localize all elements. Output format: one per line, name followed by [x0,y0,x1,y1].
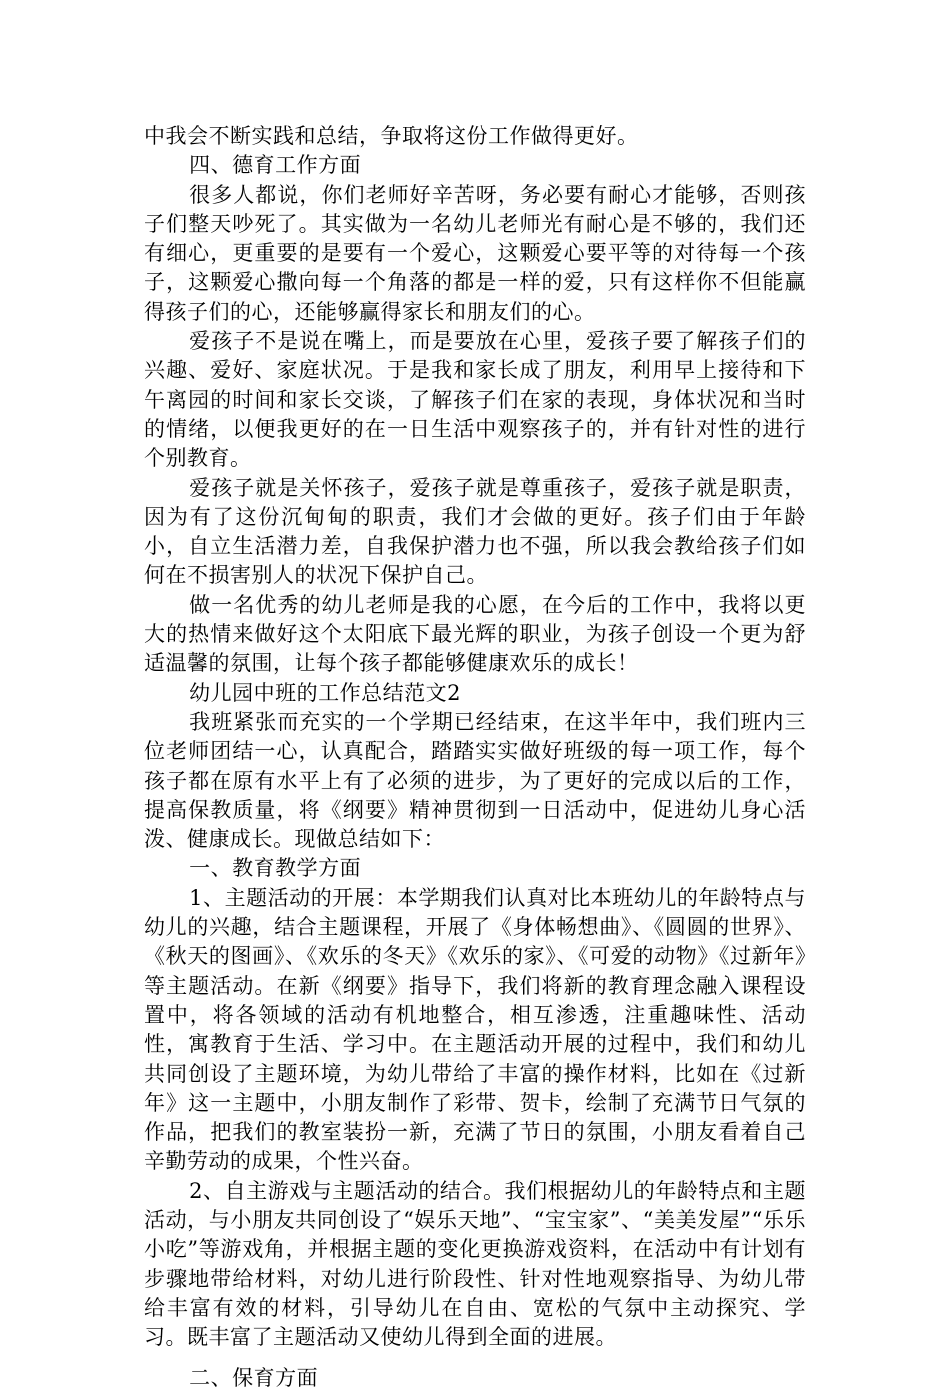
paragraph: 做一名优秀的幼儿老师是我的心愿，在今后的工作中，我将以更大的热情来做好这个太阳底下最光辉的职业，为孩子创设一个更为舒适温馨的氛围，让每个孩子都能够健康欢乐的成长！ [144,592,806,676]
paragraph: 很多人都说，你们老师好辛苦呀，务必要有耐心才能够，否则孩子们整天吵死了。其实做为一名幼儿老师光有耐心是不够的，我们还有细心，更重要的是要有一个爱心，这颗爱心要平等的对待每一个孩子，这颗爱心撒向每一个角落的都是一样的爱，只有这样你不但能赢得孩子们的心，还能够赢得家长和朋友们的心。 [144,182,806,324]
paragraph: 爱孩子就是关怀孩子，爱孩子就是尊重孩子，爱孩子就是职责，因为有了这份沉甸甸的职责，我们才会做的更好。孩子们由于年龄小，自立生活潜力差，自我保护潜力也不强，所以我会教给孩子们如何在不损害别人的状况下保护自己。 [144,475,806,588]
paragraph: 1、主题活动的开展：本学期我们认真对比本班幼儿的年龄特点与幼儿的兴趣，结合主题课程，开展了《身体畅想曲》、《圆圆的世界》、《秋天的图画》、《欢乐的冬天》《欢乐的家》、《可爱的动物》《过新年》等主题活动。在新《纲要》指导下，我们将新的教育理念融入课程设置中，将各领域的活动有机地整合，相互渗透，注重趣味性、活动性，寓教育于生活、学习中。在主题活动开展的过程中，我们和幼儿共同创设了主题环境，为幼儿带给了丰富的操作材料，比如在《过新年》这一主题中，小朋友制作了彩带、贺卡，绘制了充满节日气氛的作品，把我们的教室装扮一新，充满了节日的氛围，小朋友看着自己辛勤劳动的成果，个性兴奋。 [144,885,806,1174]
section-heading-childcare: 二、保育方面 [189,1366,319,1391]
paragraph: 爱孩子不是说在嘴上，而是要放在心里，爱孩子要了解孩子们的兴趣、爱好、家庭状况。于是我和家长成了朋友，利用早上接待和下午离园的时间和家长交谈，了解孩子们在家的表现，身体状况和当时的情绪，以便我更好的在一日生活中观察孩子的，并有针对性的进行个别教育。 [144,329,806,471]
paragraph-continuation: 中我会不断实践和总结，争取将这份工作做得更好。 [144,124,639,148]
document-body [144,122,806,1394]
paragraph: 我班紧张而充实的一个学期已经结束，在这半年中，我们班内三位老师团结一心，认真配合，踏踏实实做好班级的每一项工作，每个孩子都在原有水平上有了必须的进步，为了更好的完成以后的工作，提高保教质量，将《纲要》精神贯彻到一日活动中，促进幼儿身心活泼、健康成长。现做总结如下： [144,709,806,852]
section-heading-teaching: 一、教育教学方面 [189,856,362,881]
section-heading-moral-education: 四、德育工作方面 [189,153,362,178]
document-title-sample-2: 幼儿园中班的工作总结范文2 [189,680,462,705]
paragraph: 2、自主游戏与主题活动的结合。我们根据幼儿的年龄特点和主题活动，与小朋友共同创设了“娱乐天地”、“宝宝家”、“美美发屋”“乐乐小吃”等游戏角，并根据主题的变化更换游戏资料，在活动中有计划有步骤地带给材料，对幼儿进行阶段性、针对性地观察指导、为幼儿带给丰富有效的材料，引导幼儿在自由、宽松的气氛中主动探究、学习。既丰富了主题活动又使幼儿得到全面的进展。 [144,1178,806,1350]
